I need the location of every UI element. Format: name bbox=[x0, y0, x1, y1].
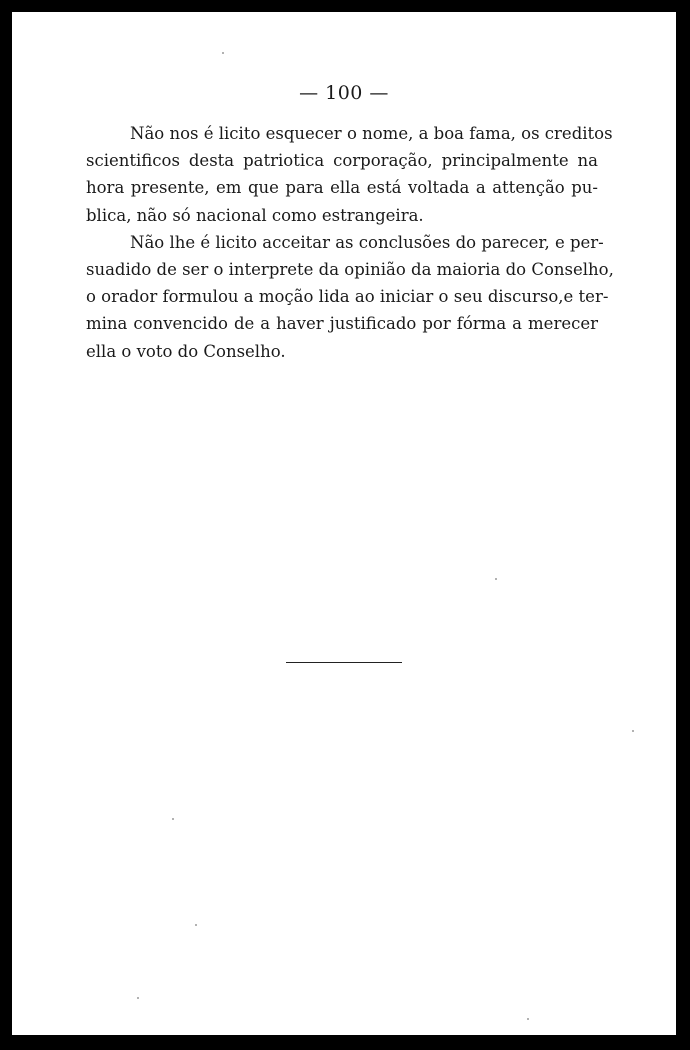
text-line: blica, não só nacional como estrangeira. bbox=[86, 205, 424, 225]
paper-speck bbox=[632, 730, 634, 732]
text-line: mina convencido de a haver justificado por fórma a merecer bbox=[86, 314, 598, 334]
text-line: hora presente, em que para ella está voltada a attenção pu- bbox=[86, 178, 598, 198]
text-line: ella o voto do Conselho. bbox=[86, 341, 286, 361]
text-line: Não lhe é licito acceitar as conclusões do parecer, e per- bbox=[130, 232, 604, 252]
paper-speck bbox=[527, 1018, 529, 1020]
body-text bbox=[86, 120, 614, 365]
page-number: — 100 — bbox=[299, 82, 389, 104]
text-line: scientificos desta patriotica corporação, principalmente na bbox=[86, 151, 598, 171]
section-divider bbox=[286, 662, 402, 663]
paper-speck bbox=[195, 924, 197, 926]
paragraph-2 bbox=[86, 229, 614, 365]
text-line: suadido de ser o interprete da opinião da maioria do Conselho, bbox=[86, 260, 614, 280]
paragraph-1 bbox=[86, 120, 613, 229]
paper-speck bbox=[495, 578, 497, 580]
paper-speck bbox=[222, 52, 224, 54]
document-page bbox=[12, 12, 676, 1035]
paper-speck bbox=[172, 818, 174, 820]
text-line: Não nos é licito esquecer o nome, a boa fama, os creditos bbox=[130, 124, 613, 143]
text-line: o orador formulou a moção lida ao iniciar o seu discurso,e ter- bbox=[86, 287, 609, 307]
paper-speck bbox=[137, 997, 139, 999]
